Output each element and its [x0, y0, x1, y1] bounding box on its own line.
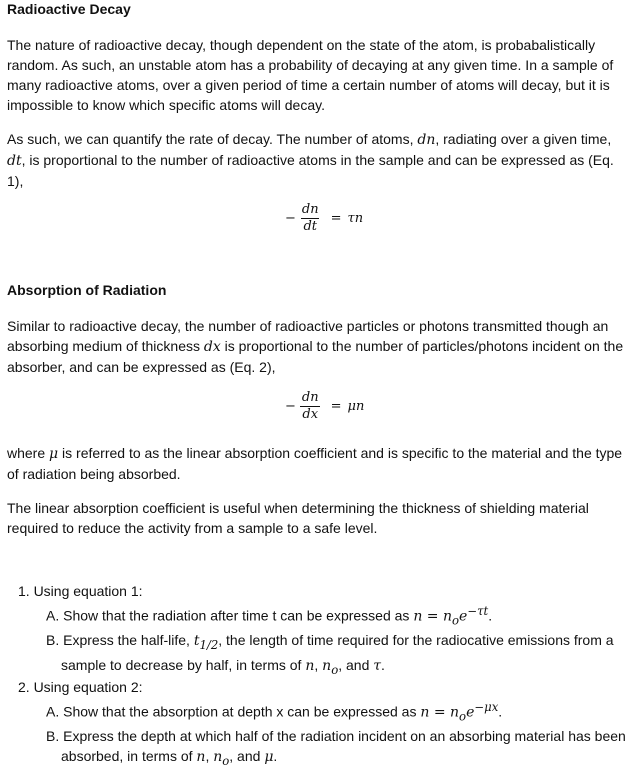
math-n0: n — [322, 658, 332, 675]
paragraph-mu-definition — [7, 443, 630, 484]
math-n-eq: n = n — [420, 704, 460, 721]
text: B. Express the depth at which half of the radiation incident on an absorbing material has been absorbed, in terms of — [46, 728, 626, 765]
text: , and — [229, 748, 261, 765]
question-2-parts — [18, 697, 634, 771]
math-mu: μ — [49, 446, 59, 462]
math-exponent: −μx — [474, 700, 499, 714]
eq1-rhs: τn — [347, 210, 364, 226]
text: . — [381, 657, 385, 674]
text: A. Show that the absorption at depth x can be expressed as — [46, 703, 417, 720]
question-2 — [0, 677, 634, 771]
paragraph-decay-intro: The nature of radioactive decay, though dependent on the state of the atom, is probabalistically random. As such, an unstable atom has a probability of decaying at any given time. In a sample of many radioactive atoms, over a given period of time a certain number of atoms will decay, but it is impossible to know which specific atoms will decay. — [7, 37, 614, 113]
question-2a — [46, 697, 634, 726]
text: . — [488, 607, 493, 624]
question-1-parts — [18, 601, 634, 680]
paragraph-decay-rate — [7, 129, 630, 191]
eq1-fraction — [300, 202, 321, 235]
question-1-label: 1. Using equation 1: — [18, 583, 143, 599]
text: is proportional to the number of particles/photons incident on the absorber, and can be expressed as (Eq. 2), — [7, 338, 624, 375]
math-tau: τ — [373, 658, 381, 675]
question-1 — [0, 581, 634, 680]
math-n0: n — [213, 749, 223, 766]
equation-1 — [285, 202, 363, 235]
question-2-label: 2. Using equation 2: — [18, 679, 143, 695]
math-e: e — [466, 704, 475, 721]
eq1-denominator: dt — [303, 219, 318, 234]
text: , radiating over a given time, — [435, 131, 612, 147]
text: B. Express the half-life, — [46, 632, 190, 649]
paragraph-shielding: The linear absorption coefficient is useful when determining the thickness of shielding material required to reduce the activity from a sample to a safe level. — [7, 500, 589, 536]
eq2-rhs: μn — [347, 398, 365, 414]
text: , the length of time required for the radiocative emissions from a sample to decrease by half, in terms of — [61, 632, 614, 674]
math-t: t — [193, 633, 200, 650]
eq1-equals: = — [330, 210, 342, 226]
eq1-numerator: dn — [301, 202, 319, 217]
math-n: n — [196, 749, 206, 766]
eq2-numerator: dn — [301, 390, 319, 405]
math-n-eq: n = n — [413, 608, 452, 625]
math-mu: μ — [264, 749, 274, 766]
math-e: e — [459, 608, 468, 625]
math-sub-o: o — [331, 663, 339, 678]
text: As such, we can quantify the rate of decay. The number of atoms, — [7, 131, 414, 147]
text: where — [7, 445, 46, 461]
math-sub-o: o — [459, 709, 467, 724]
section-title-absorption: Absorption of Radiation — [7, 282, 167, 298]
text: . — [273, 748, 278, 765]
text: Similar to radioactive decay, the number of radioactive particles or photons transmitted though an absorbing medium of thickness — [7, 318, 609, 354]
paragraph-absorption — [7, 316, 630, 377]
text: . — [498, 703, 503, 720]
text: A. Show that the radiation after time t can be expressed as — [46, 607, 410, 624]
eq2-minus: − — [285, 398, 296, 414]
eq2-equals: = — [330, 398, 342, 414]
text: is referred to as the linear absorption coefficient and is specific to the material and the type of radiation being absorbed. — [7, 445, 623, 482]
math-n: n — [305, 658, 315, 675]
math-sub-o: o — [222, 754, 230, 769]
math-dx: dx — [203, 339, 221, 355]
eq1-minus: − — [285, 210, 296, 226]
question-2b: B. Express the depth at which half of the radiation incident on an absorbing material has been absorbed, in terms of n, $n_o$, and μ. — [46, 728, 626, 769]
eq2-fraction — [300, 390, 321, 423]
math-exponent: −τt — [467, 604, 489, 618]
question-1b: B. Express the half-life, $t_{1/2}$, the length of time required for the radiocative emissions from a sample to decrease by half, in terms of n, $n_o$, and τ. — [46, 632, 614, 678]
section-title-radioactive-decay: Radioactive Decay — [7, 1, 131, 17]
math-sub-half: 1/2 — [199, 638, 219, 653]
math-sub-o: o — [452, 613, 460, 628]
text: , is proportional to the number of radioactive atoms in the sample and can be expressed as (Eq. 1), — [7, 152, 614, 189]
equation-2 — [285, 390, 364, 423]
eq2-denominator: dx — [302, 407, 319, 422]
math-dt: dt — [7, 153, 22, 169]
text: , and — [338, 657, 370, 674]
math-dn: dn — [417, 132, 436, 148]
question-1a — [46, 601, 634, 630]
